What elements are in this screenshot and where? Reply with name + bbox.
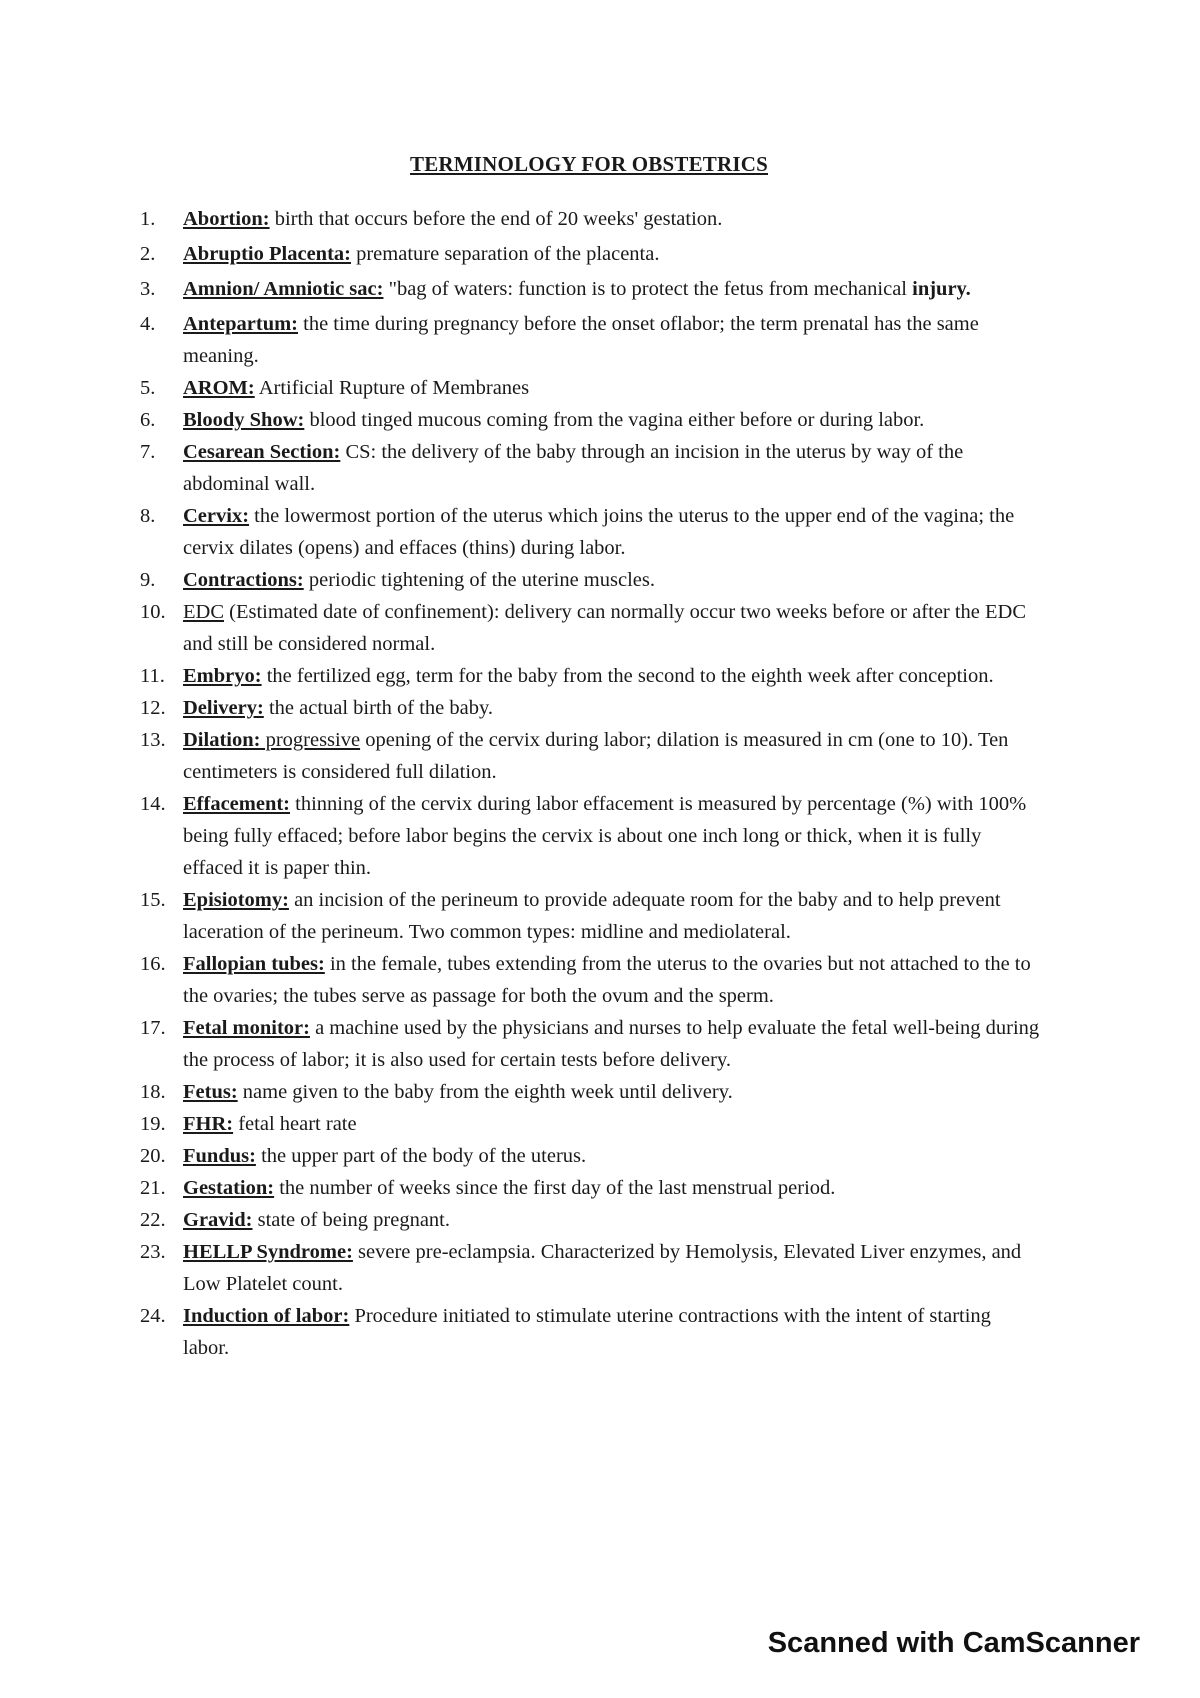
term-definition: (Estimated date of confinement): delivery can normally occur two weeks before or after the EDC and still be considered normal. bbox=[183, 601, 1027, 655]
list-item bbox=[140, 564, 1040, 596]
list-item bbox=[140, 1076, 1040, 1108]
list-item bbox=[140, 1012, 1040, 1076]
list-item bbox=[140, 884, 1040, 948]
item-number: 10. bbox=[140, 601, 166, 623]
term-heading: Gravid: bbox=[183, 1209, 253, 1231]
item-number: 23. bbox=[140, 1241, 166, 1263]
document-title: TERMINOLOGY FOR OBSTETRICS bbox=[410, 152, 768, 176]
term-heading: Fetus: bbox=[183, 1081, 238, 1103]
item-number: 11. bbox=[140, 665, 165, 687]
term-definition-bold-tail: injury. bbox=[912, 278, 971, 300]
term-definition: the number of weeks since the first day of the last menstrual period. bbox=[274, 1177, 836, 1199]
list-item bbox=[140, 788, 1040, 884]
term-heading: Delivery: bbox=[183, 697, 264, 719]
term-heading: Dilation: bbox=[183, 729, 261, 751]
term-definition: fetal heart rate bbox=[233, 1113, 357, 1135]
list-item bbox=[140, 273, 1040, 305]
term-heading: HELLP Syndrome: bbox=[183, 1241, 353, 1263]
item-number: 4. bbox=[140, 313, 156, 335]
item-number: 18. bbox=[140, 1081, 166, 1103]
item-number: 22. bbox=[140, 1209, 166, 1231]
term-definition: the lowermost portion of the uterus which joins the uterus to the upper end of the vagina; the cervix dilates (opens) and effaces (thins) during labor. bbox=[183, 505, 1015, 559]
term-definition: severe pre-eclampsia. Characterized by Hemolysis, Elevated Liver enzymes, and Low Platelet count. bbox=[183, 1241, 1022, 1295]
list-item bbox=[140, 724, 1040, 788]
list-item bbox=[140, 948, 1040, 1012]
item-number: 3. bbox=[140, 278, 156, 300]
list-item bbox=[140, 1204, 1040, 1236]
item-number: 7. bbox=[140, 441, 156, 463]
term-heading: Cesarean Section: bbox=[183, 441, 341, 463]
term-heading: Gestation: bbox=[183, 1177, 275, 1199]
term-definition: opening of the cervix during labor; dilation is measured in cm (one to 10). Ten centimeters is considered full dilation. bbox=[183, 729, 1009, 783]
term-definition: the actual birth of the baby. bbox=[263, 697, 494, 719]
list-item bbox=[140, 203, 1040, 235]
item-number: 8. bbox=[140, 505, 156, 527]
list-item bbox=[140, 1300, 1040, 1364]
term-definition: thinning of the cervix during labor effacement is measured by percentage (%) with 100% being fully effaced; before labor begins the cervix is about one inch long or thick, when it is fully effaced it is paper thin. bbox=[183, 793, 1027, 879]
term-definition: "bag of waters: function is to protect the fetus from mechanical bbox=[383, 278, 913, 300]
term-underlined-word: progressive bbox=[260, 729, 361, 751]
list-item bbox=[140, 404, 1040, 436]
list-item bbox=[140, 596, 1040, 660]
terminology-list bbox=[140, 203, 1040, 1364]
term-heading: Embryo: bbox=[183, 665, 262, 687]
item-number: 19. bbox=[140, 1113, 166, 1135]
term-definition: CS: the delivery of the baby through an incision in the uterus by way of the abdominal wall. bbox=[183, 441, 964, 495]
term-heading: Fetal monitor: bbox=[183, 1017, 310, 1039]
item-number: 17. bbox=[140, 1017, 166, 1039]
item-number: 14. bbox=[140, 793, 166, 815]
term-heading: Amnion/ Amniotic sac: bbox=[183, 278, 384, 300]
list-item bbox=[140, 692, 1040, 724]
camscanner-watermark: Scanned with CamScanner bbox=[767, 1627, 1140, 1659]
item-number: 12. bbox=[140, 697, 166, 719]
list-item bbox=[140, 372, 1040, 404]
item-number: 1. bbox=[140, 208, 156, 230]
term-definition: an incision of the perineum to provide adequate room for the baby and to help prevent laceration of the perineum. Two common types: midline and mediolateral. bbox=[183, 889, 1001, 943]
item-number: 16. bbox=[140, 953, 166, 975]
term-heading: Induction of labor: bbox=[183, 1305, 350, 1327]
term-definition: blood tinged mucous coming from the vagina either before or during labor. bbox=[304, 409, 925, 431]
list-item bbox=[140, 238, 1040, 270]
list-item bbox=[140, 1236, 1040, 1300]
term-heading: Fundus: bbox=[183, 1145, 256, 1167]
term-heading: AROM: bbox=[183, 377, 255, 399]
term-heading: Abortion: bbox=[183, 208, 270, 230]
list-item bbox=[140, 660, 1040, 692]
item-number: 15. bbox=[140, 889, 166, 911]
list-item bbox=[140, 1140, 1040, 1172]
term-definition: the time during pregnancy before the onset oflabor; the term prenatal has the same meaning. bbox=[183, 313, 979, 367]
list-item bbox=[140, 308, 1040, 372]
item-number: 20. bbox=[140, 1145, 166, 1167]
term-definition: periodic tightening of the uterine muscles. bbox=[303, 569, 655, 591]
term-heading: EDC bbox=[183, 601, 224, 623]
list-item bbox=[140, 1108, 1040, 1140]
term-definition: Procedure initiated to stimulate uterine contractions with the intent of starting labor. bbox=[183, 1305, 991, 1359]
item-number: 24. bbox=[140, 1305, 166, 1327]
list-item bbox=[140, 1172, 1040, 1204]
term-definition: state of being pregnant. bbox=[252, 1209, 451, 1231]
term-heading: Abruptio Placenta: bbox=[183, 243, 351, 265]
item-number: 6. bbox=[140, 409, 156, 431]
item-number: 21. bbox=[140, 1177, 166, 1199]
term-heading: Effacement: bbox=[183, 793, 291, 815]
term-definition: name given to the baby from the eighth week until delivery. bbox=[237, 1081, 733, 1103]
item-number: 13. bbox=[140, 729, 166, 751]
list-item bbox=[140, 500, 1040, 564]
term-heading: Episiotomy: bbox=[183, 889, 289, 911]
term-definition: the upper part of the body of the uterus. bbox=[255, 1145, 587, 1167]
item-number: 5. bbox=[140, 377, 156, 399]
list-item bbox=[140, 436, 1040, 500]
term-definition: the fertilized egg, term for the baby from the second to the eighth week after conception. bbox=[261, 665, 994, 687]
item-number: 9. bbox=[140, 569, 156, 591]
term-heading: Contractions: bbox=[183, 569, 304, 591]
item-number: 2. bbox=[140, 243, 156, 265]
term-heading: Antepartum: bbox=[183, 313, 299, 335]
term-definition: Artificial Rupture of Membranes bbox=[254, 377, 530, 399]
term-heading: FHR: bbox=[183, 1113, 234, 1135]
term-definition: a machine used by the physicians and nurses to help evaluate the fetal well-being during the process of labor; it is also used for certain tests before delivery. bbox=[183, 1017, 1040, 1071]
term-definition: in the female, tubes extending from the uterus to the ovaries but not attached to the to the ovaries; the tubes serve as passage for both the ovum and the sperm. bbox=[183, 953, 1031, 1007]
term-heading: Fallopian tubes: bbox=[183, 953, 325, 975]
term-definition: premature separation of the placenta. bbox=[350, 243, 660, 265]
term-definition: birth that occurs before the end of 20 weeks' gestation. bbox=[269, 208, 723, 230]
term-heading: Bloody Show: bbox=[183, 409, 305, 431]
term-heading: Cervix: bbox=[183, 505, 250, 527]
